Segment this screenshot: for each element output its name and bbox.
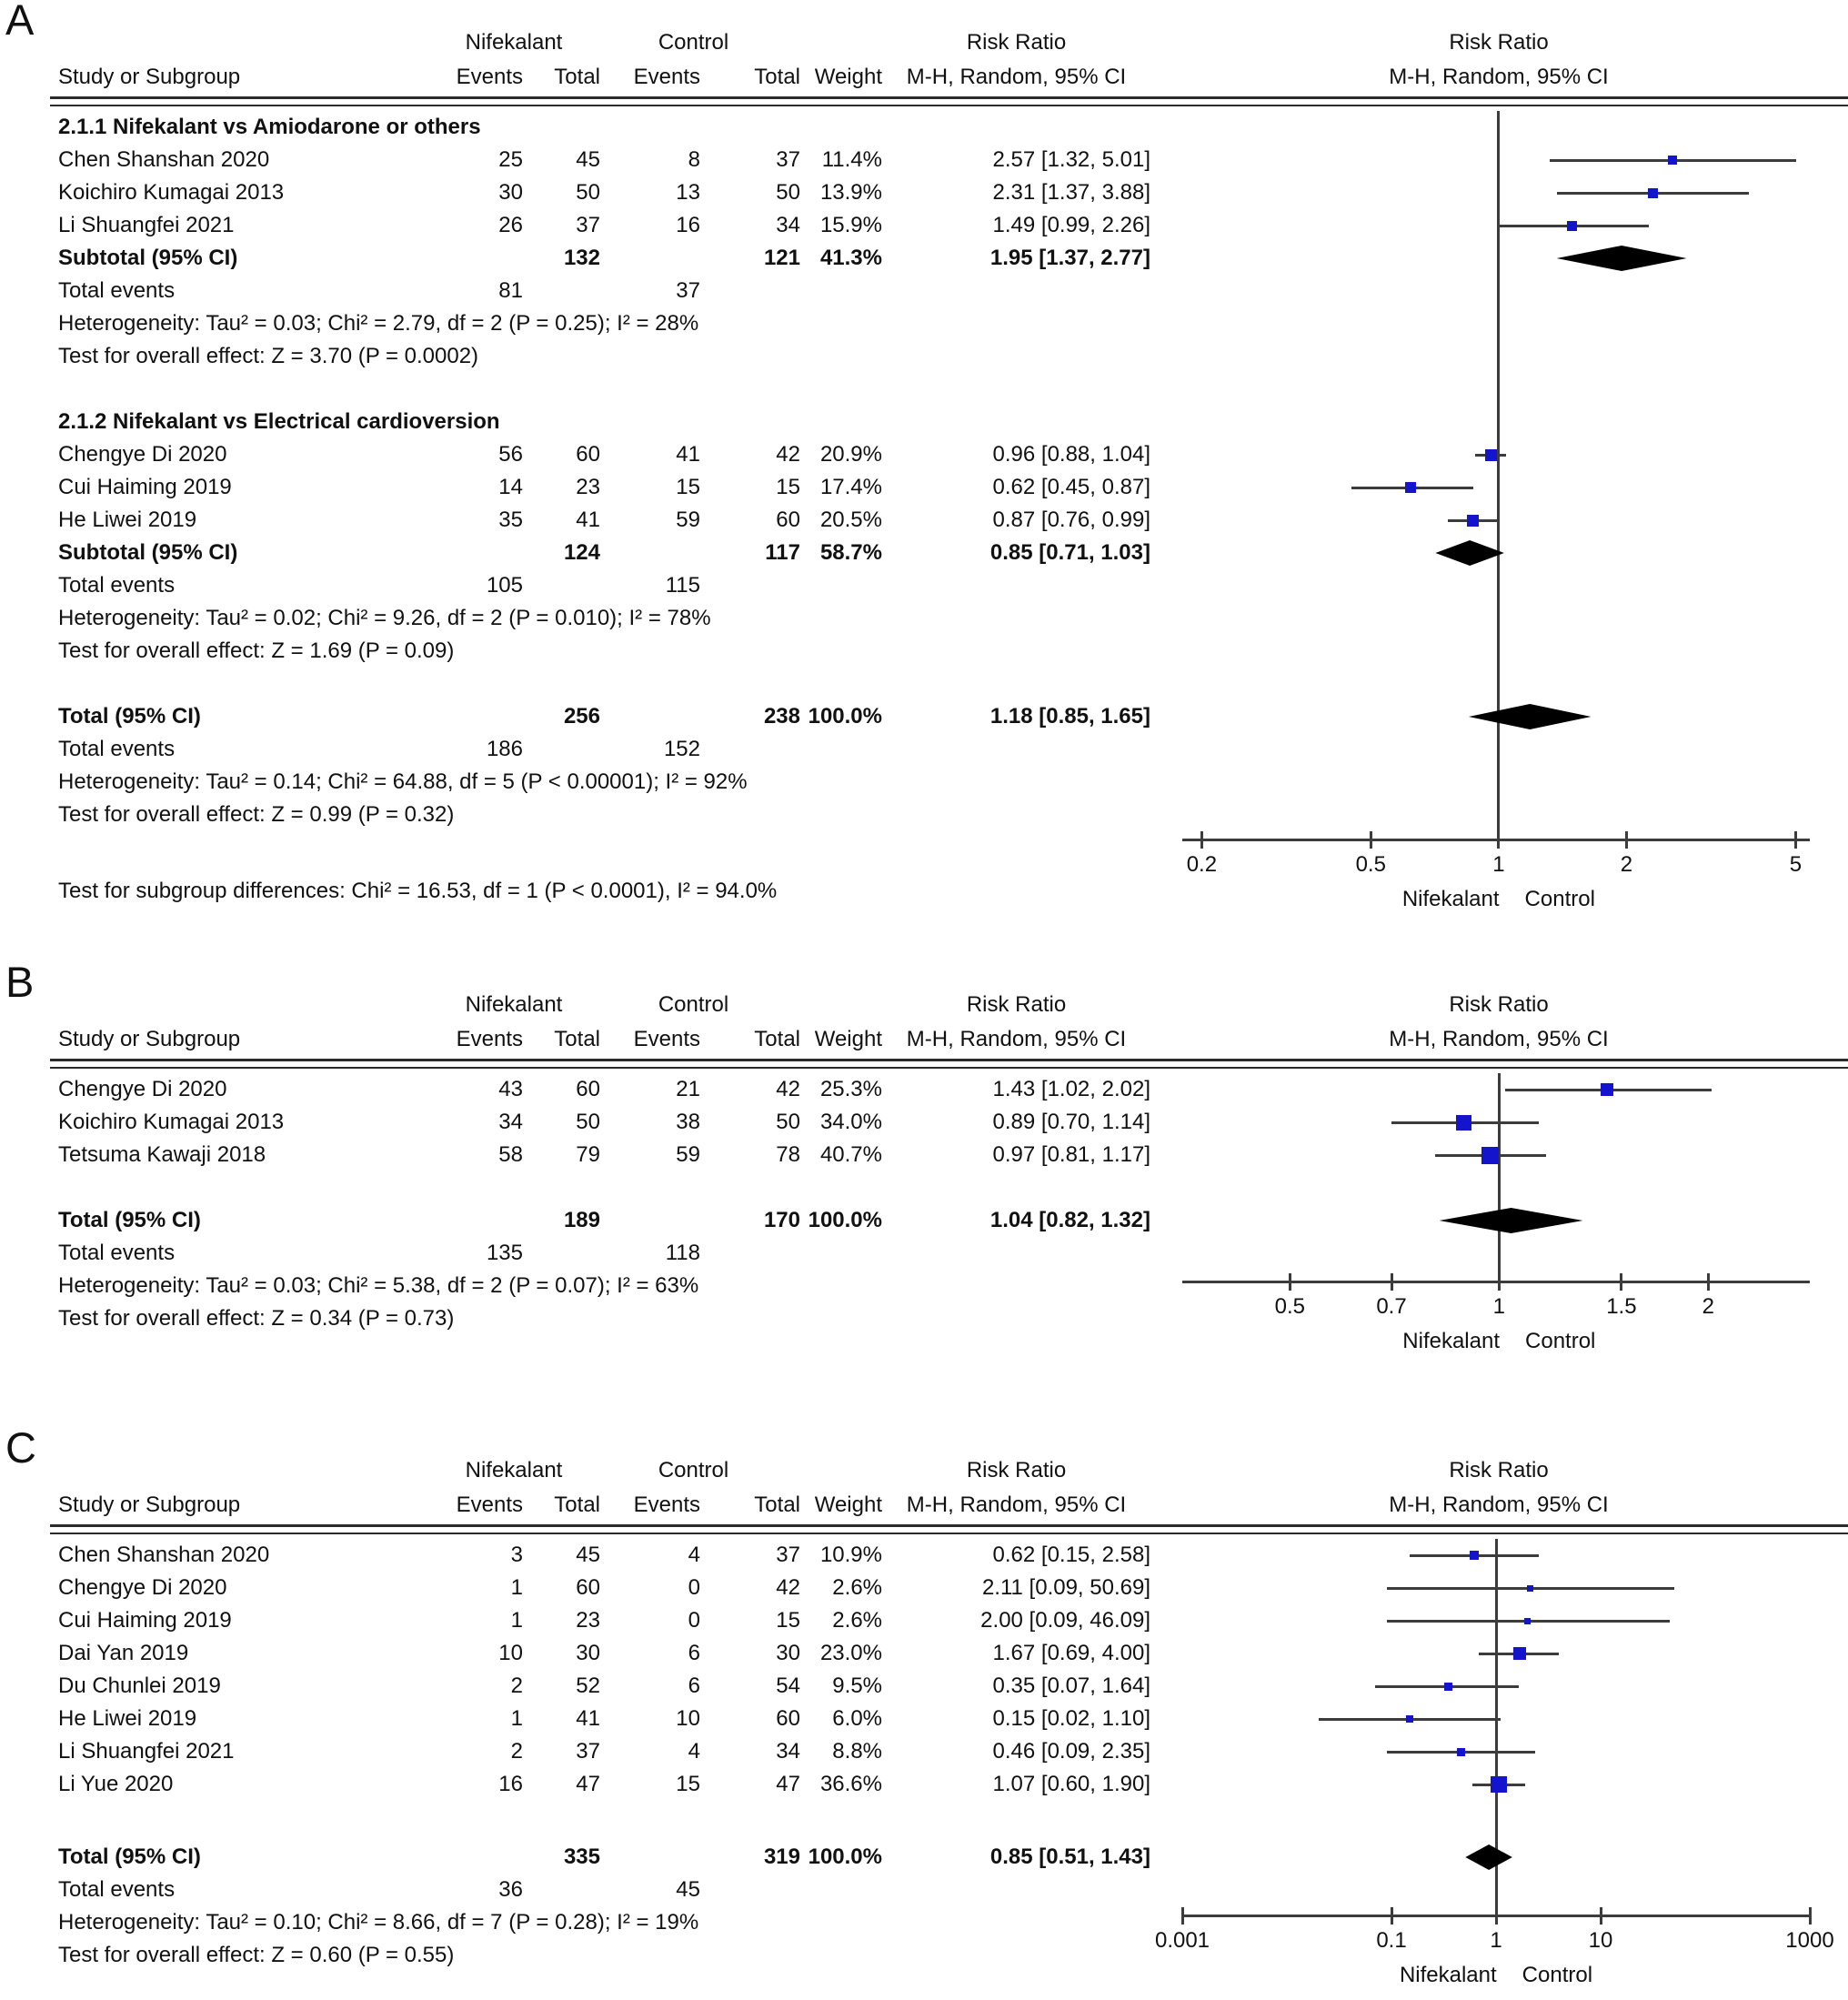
axis-tick <box>1497 831 1500 849</box>
treatment-total-header: Total <box>554 65 600 89</box>
risk-ratio-ci-value: 2.11 [0.09, 50.69] <box>981 1575 1150 1600</box>
pooled-diamond <box>1469 704 1592 729</box>
treatment-group-header: Nifekalant <box>465 992 563 1017</box>
control-total-value: 42 <box>776 1077 800 1101</box>
mh-ci-text-header: M-H, Random, 95% CI <box>906 65 1127 89</box>
effect-marker <box>1527 1585 1533 1592</box>
risk-ratio-text-header: Risk Ratio <box>966 1458 1067 1482</box>
forest-plot <box>1150 111 1848 1017</box>
treatment-total-value: 37 <box>576 1739 600 1764</box>
treatment-events-value: 43 <box>498 1077 523 1101</box>
control-events-value: 59 <box>676 508 700 532</box>
risk-ratio-ci-value: 2.31 [1.37, 3.88] <box>992 180 1150 205</box>
effect-marker <box>1481 1147 1499 1164</box>
treatment-group-header: Nifekalant <box>465 30 563 55</box>
footnote-text: Heterogeneity: Tau² = 0.02; Chi² = 9.26, df = 2 (P = 0.010); I² = 78% <box>58 606 711 630</box>
study-label: Li Shuangfei 2021 <box>58 1739 235 1764</box>
weight-value: 10.9% <box>819 1543 882 1567</box>
treatment-events-value: 1 <box>510 1706 523 1731</box>
treatment-total-value: 41 <box>576 508 600 532</box>
control-total-value: 238 <box>763 704 800 729</box>
control-events-value: 8 <box>688 147 700 172</box>
effect-marker <box>1513 1647 1526 1660</box>
footnote-text: Test for overall effect: Z = 0.34 (P = 0.73) <box>58 1306 455 1331</box>
pooled-diamond <box>1435 540 1503 566</box>
no-effect-line <box>1497 111 1500 839</box>
pooled-label: Subtotal (95% CI) <box>58 246 238 270</box>
forest-plot <box>1150 1073 1848 1444</box>
study-label: Chen Shanshan 2020 <box>58 1543 270 1567</box>
axis-tick-label: 0.5 <box>1274 1294 1306 1319</box>
control-total-value: 15 <box>776 475 800 499</box>
weight-value: 15.9% <box>819 213 882 237</box>
panel-header <box>0 1423 1848 1539</box>
risk-ratio-ci-value: 2.57 [1.32, 5.01] <box>992 147 1150 172</box>
risk-ratio-ci-value: 1.07 [0.60, 1.90] <box>992 1772 1150 1796</box>
treatment-total-value: 124 <box>563 540 600 565</box>
axis-label-control: Control <box>1524 887 1595 911</box>
weight-value: 13.9% <box>819 180 882 205</box>
effect-marker <box>1524 1618 1531 1624</box>
effect-marker <box>1467 515 1479 527</box>
axis-tick <box>1391 1907 1393 1925</box>
study-label: Li Yue 2020 <box>58 1772 174 1796</box>
footnote-text: Heterogeneity: Tau² = 0.10; Chi² = 8.66, df = 7 (P = 0.28); I² = 19% <box>58 1910 699 1935</box>
effect-marker <box>1405 482 1416 493</box>
risk-ratio-ci-value: 0.89 [0.70, 1.14] <box>992 1110 1150 1134</box>
weight-value: 34.0% <box>819 1110 882 1134</box>
footnote-text: Heterogeneity: Tau² = 0.14; Chi² = 64.88, df = 5 (P < 0.00001); I² = 92% <box>58 769 748 794</box>
weight-value: 25.3% <box>819 1077 882 1101</box>
axis-tick <box>1600 1907 1602 1925</box>
control-total-value: 60 <box>776 1706 800 1731</box>
treatment-total-value: 23 <box>576 1608 600 1633</box>
forest-panel-b <box>0 958 1848 1353</box>
risk-ratio-ci-value: 1.95 [1.37, 2.77] <box>989 246 1150 270</box>
axis-group-labels <box>1269 1962 1723 1989</box>
forest-panel-c <box>0 1423 1848 1987</box>
x-axis-line <box>1182 1281 1810 1283</box>
axis-tick <box>1625 831 1628 849</box>
axis-label-treatment: Nifekalant <box>1401 887 1500 911</box>
axis-group-labels <box>1271 886 1726 913</box>
control-events-value: 38 <box>676 1110 700 1134</box>
control-group-header: Control <box>658 30 729 55</box>
effect-marker <box>1406 1715 1413 1723</box>
risk-ratio-plot-header: Risk Ratio <box>1449 992 1549 1017</box>
x-axis-line <box>1182 839 1810 841</box>
mh-ci-plot-header: M-H, Random, 95% CI <box>1389 1027 1609 1051</box>
control-events-value: 45 <box>676 1877 700 1902</box>
treatment-events-value: 25 <box>498 147 523 172</box>
risk-ratio-text-header: Risk Ratio <box>966 30 1067 55</box>
study-label: Koichiro Kumagai 2013 <box>58 1110 285 1134</box>
control-total-value: 34 <box>776 1739 800 1764</box>
control-total-value: 121 <box>763 246 800 270</box>
header-rule <box>50 1524 1848 1534</box>
effect-marker <box>1456 1115 1471 1131</box>
control-events-value: 4 <box>688 1739 700 1764</box>
weight-value: 100.0% <box>808 1208 882 1232</box>
total-events-label: Total events <box>58 573 176 598</box>
pooled-label: Total (95% CI) <box>58 1844 201 1869</box>
treatment-events-value: 135 <box>486 1241 523 1265</box>
treatment-events-value: 58 <box>498 1142 523 1167</box>
treatment-total-value: 60 <box>576 442 600 467</box>
control-events-header: Events <box>633 1492 700 1517</box>
study-column-header: Study or Subgroup <box>58 1027 241 1051</box>
risk-ratio-ci-value: 0.35 [0.07, 1.64] <box>992 1673 1150 1698</box>
effect-marker <box>1601 1083 1613 1096</box>
study-label: Du Chunlei 2019 <box>58 1673 221 1698</box>
control-events-value: 6 <box>688 1641 700 1665</box>
study-column-header: Study or Subgroup <box>58 65 241 89</box>
effect-marker <box>1457 1748 1465 1756</box>
treatment-events-value: 26 <box>498 213 523 237</box>
weight-value: 8.8% <box>832 1739 882 1764</box>
weight-value: 41.3% <box>819 246 882 270</box>
treatment-events-value: 30 <box>498 180 523 205</box>
pooled-label: Total (95% CI) <box>58 1208 201 1232</box>
control-events-value: 0 <box>688 1608 700 1633</box>
effect-marker <box>1668 156 1677 165</box>
treatment-total-header: Total <box>554 1492 600 1517</box>
panel-letter: C <box>5 1423 36 1472</box>
control-events-header: Events <box>633 65 700 89</box>
axis-tick <box>1289 1273 1291 1291</box>
risk-ratio-text-header: Risk Ratio <box>966 992 1067 1017</box>
control-events-header: Events <box>633 1027 700 1051</box>
treatment-events-value: 36 <box>498 1877 523 1902</box>
treatment-events-value: 34 <box>498 1110 523 1134</box>
control-events-value: 0 <box>688 1575 700 1600</box>
weight-value: 58.7% <box>819 540 882 565</box>
axis-label-treatment: Nifekalant <box>1399 1963 1497 1987</box>
control-group-header: Control <box>658 1458 729 1482</box>
footnote-text: Test for overall effect: Z = 3.70 (P = 0.0002) <box>58 344 479 368</box>
weight-value: 100.0% <box>808 1844 882 1869</box>
treatment-events-value: 1 <box>510 1608 523 1633</box>
total-events-label: Total events <box>58 1241 176 1265</box>
axis-tick <box>1391 1273 1393 1291</box>
axis-label-control: Control <box>1522 1963 1593 1987</box>
control-events-value: 37 <box>676 278 700 303</box>
control-events-value: 15 <box>676 1772 700 1796</box>
weight-value: 2.6% <box>832 1575 882 1600</box>
control-total-value: 54 <box>776 1673 800 1698</box>
treatment-total-value: 60 <box>576 1575 600 1600</box>
weight-value: 20.5% <box>819 508 882 532</box>
footnote-text: Heterogeneity: Tau² = 0.03; Chi² = 5.38, df = 2 (P = 0.07); I² = 63% <box>58 1273 699 1298</box>
treatment-total-value: 45 <box>576 1543 600 1567</box>
treatment-total-value: 189 <box>563 1208 600 1232</box>
risk-ratio-ci-value: 0.46 [0.09, 2.35] <box>992 1739 1150 1764</box>
control-events-value: 6 <box>688 1673 700 1698</box>
control-total-value: 37 <box>776 147 800 172</box>
treatment-events-value: 81 <box>498 278 523 303</box>
study-label: Chengye Di 2020 <box>58 442 227 467</box>
weight-value: 23.0% <box>819 1641 882 1665</box>
control-total-value: 15 <box>776 1608 800 1633</box>
treatment-total-value: 79 <box>576 1142 600 1167</box>
control-events-value: 115 <box>665 573 700 598</box>
study-label: Cui Haiming 2019 <box>58 1608 232 1633</box>
axis-tick-label: 0.1 <box>1376 1928 1407 1953</box>
control-total-value: 170 <box>763 1208 800 1232</box>
risk-ratio-ci-value: 1.67 [0.69, 4.00] <box>992 1641 1150 1665</box>
study-label: Tetsuma Kawaji 2018 <box>58 1142 266 1167</box>
weight-header: Weight <box>814 65 882 89</box>
footnote-text: Heterogeneity: Tau² = 0.03; Chi² = 2.79, df = 2 (P = 0.25); I² = 28% <box>58 311 699 336</box>
study-label: Chengye Di 2020 <box>58 1575 227 1600</box>
study-label: Koichiro Kumagai 2013 <box>58 180 285 205</box>
effect-marker <box>1444 1683 1452 1691</box>
pooled-label: Total (95% CI) <box>58 704 201 729</box>
no-effect-line <box>1498 1073 1501 1281</box>
control-total-value: 50 <box>776 180 800 205</box>
axis-tick <box>1707 1273 1710 1291</box>
risk-ratio-ci-value: 0.85 [0.51, 1.43] <box>989 1844 1150 1869</box>
control-events-value: 4 <box>688 1543 700 1567</box>
total-events-label: Total events <box>58 737 176 761</box>
axis-tick-label: 0.001 <box>1154 1928 1210 1953</box>
control-events-value: 41 <box>676 442 700 467</box>
treatment-events-value: 56 <box>498 442 523 467</box>
treatment-total-value: 47 <box>576 1772 600 1796</box>
study-label: He Liwei 2019 <box>58 1706 197 1731</box>
control-total-value: 78 <box>776 1142 800 1167</box>
control-events-value: 118 <box>665 1241 700 1265</box>
header-rule <box>50 1059 1848 1069</box>
control-total-header: Total <box>754 65 800 89</box>
risk-ratio-ci-value: 0.62 [0.15, 2.58] <box>992 1543 1150 1567</box>
control-events-value: 16 <box>676 213 700 237</box>
control-events-value: 59 <box>676 1142 700 1167</box>
panel-header <box>0 958 1848 1073</box>
axis-tick <box>1794 831 1797 849</box>
treatment-total-value: 45 <box>576 147 600 172</box>
axis-tick <box>1200 831 1203 849</box>
weight-value: 11.4% <box>821 147 882 172</box>
total-events-label: Total events <box>58 1877 176 1902</box>
weight-value: 36.6% <box>819 1772 882 1796</box>
risk-ratio-ci-value: 0.96 [0.88, 1.04] <box>992 442 1150 467</box>
forest-plot <box>1150 1539 1848 2000</box>
treatment-total-value: 335 <box>563 1844 600 1869</box>
axis-tick-label: 1.5 <box>1606 1294 1637 1319</box>
treatment-total-value: 30 <box>576 1641 600 1665</box>
forest-panel-a <box>0 0 1848 911</box>
treatment-events-value: 2 <box>510 1739 523 1764</box>
treatment-events-value: 10 <box>498 1641 523 1665</box>
weight-header: Weight <box>814 1492 882 1517</box>
control-total-value: 30 <box>776 1641 800 1665</box>
risk-ratio-ci-value: 1.49 [0.99, 2.26] <box>992 213 1150 237</box>
weight-value: 20.9% <box>819 442 882 467</box>
pooled-label: Subtotal (95% CI) <box>58 540 238 565</box>
study-label: Li Shuangfei 2021 <box>58 213 235 237</box>
effect-marker <box>1567 221 1577 231</box>
subgroup-heading: 2.1.2 Nifekalant vs Electrical cardioversion <box>58 409 500 434</box>
control-events-value: 13 <box>676 180 700 205</box>
treatment-total-value: 37 <box>576 213 600 237</box>
footnote-text: Test for overall effect: Z = 1.69 (P = 0.09) <box>58 638 455 663</box>
treatment-group-header: Nifekalant <box>465 1458 563 1482</box>
axis-tick-label: 5 <box>1789 852 1803 877</box>
treatment-total-value: 132 <box>563 246 600 270</box>
axis-tick-label: 0.7 <box>1376 1294 1407 1319</box>
treatment-total-value: 41 <box>576 1706 600 1731</box>
risk-ratio-ci-value: 0.97 [0.81, 1.17] <box>992 1142 1150 1167</box>
treatment-events-value: 14 <box>498 475 523 499</box>
weight-value: 40.7% <box>819 1142 882 1167</box>
effect-marker <box>1470 1551 1479 1560</box>
control-total-value: 60 <box>776 508 800 532</box>
pooled-diamond <box>1465 1844 1512 1870</box>
axis-tick-label: 0.5 <box>1355 852 1386 877</box>
control-total-value: 42 <box>776 442 800 467</box>
control-events-value: 21 <box>676 1077 700 1101</box>
treatment-events-value: 1 <box>510 1575 523 1600</box>
treatment-events-header: Events <box>456 1492 523 1517</box>
control-total-value: 117 <box>765 540 800 565</box>
axis-tick <box>1495 1907 1498 1925</box>
control-events-value: 10 <box>676 1706 700 1731</box>
control-total-value: 42 <box>776 1575 800 1600</box>
control-total-header: Total <box>754 1492 800 1517</box>
axis-tick <box>1181 1907 1184 1925</box>
footnote-text: Test for overall effect: Z = 0.99 (P = 0.32) <box>58 802 455 827</box>
treatment-events-value: 2 <box>510 1673 523 1698</box>
study-label: He Liwei 2019 <box>58 508 197 532</box>
control-total-value: 50 <box>776 1110 800 1134</box>
risk-ratio-ci-value: 2.00 [0.09, 46.09] <box>980 1608 1150 1633</box>
axis-label-control: Control <box>1525 1329 1596 1353</box>
pooled-diamond <box>1557 246 1687 271</box>
control-events-value: 15 <box>676 475 700 499</box>
axis-label-treatment: Nifekalant <box>1402 1329 1501 1353</box>
axis-tick <box>1370 831 1372 849</box>
panel-letter: A <box>5 0 35 44</box>
study-label: Chen Shanshan 2020 <box>58 147 270 172</box>
mh-ci-text-header: M-H, Random, 95% CI <box>906 1027 1127 1051</box>
treatment-total-value: 50 <box>576 1110 600 1134</box>
treatment-total-value: 23 <box>576 475 600 499</box>
control-total-header: Total <box>754 1027 800 1051</box>
weight-value: 9.5% <box>832 1673 882 1698</box>
study-label: Chengye Di 2020 <box>58 1077 227 1101</box>
treatment-total-value: 256 <box>563 704 600 729</box>
control-group-header: Control <box>658 992 729 1017</box>
risk-ratio-ci-value: 0.62 [0.45, 0.87] <box>992 475 1150 499</box>
mh-ci-plot-header: M-H, Random, 95% CI <box>1389 65 1609 89</box>
treatment-total-header: Total <box>554 1027 600 1051</box>
study-label: Cui Haiming 2019 <box>58 475 232 499</box>
axis-tick-label: 2 <box>1620 852 1633 877</box>
treatment-events-header: Events <box>456 1027 523 1051</box>
panel-letter: B <box>5 958 35 1006</box>
risk-ratio-ci-value: 0.87 [0.76, 0.99] <box>992 508 1150 532</box>
mh-ci-text-header: M-H, Random, 95% CI <box>906 1492 1127 1517</box>
axis-tick-label: 1 <box>1492 1294 1506 1319</box>
weight-value: 17.4% <box>819 475 882 499</box>
risk-ratio-plot-header: Risk Ratio <box>1449 1458 1549 1482</box>
treatment-events-value: 35 <box>498 508 523 532</box>
treatment-total-value: 60 <box>576 1077 600 1101</box>
subgroup-heading: 2.1.1 Nifekalant vs Amiodarone or others <box>58 115 481 139</box>
footnote-text: Test for subgroup differences: Chi² = 16.53, df = 1 (P < 0.0001), I² = 94.0% <box>58 879 778 903</box>
treatment-events-value: 105 <box>486 573 523 598</box>
axis-tick <box>1620 1273 1622 1291</box>
risk-ratio-ci-value: 1.04 [0.82, 1.32] <box>989 1208 1150 1232</box>
axis-tick-label: 10 <box>1588 1928 1613 1953</box>
axis-tick-label: 1000 <box>1785 1928 1834 1953</box>
weight-header: Weight <box>814 1027 882 1051</box>
control-total-value: 37 <box>776 1543 800 1567</box>
axis-tick-label: 2 <box>1702 1294 1715 1319</box>
risk-ratio-plot-header: Risk Ratio <box>1449 30 1549 55</box>
control-total-value: 34 <box>776 213 800 237</box>
treatment-total-value: 52 <box>576 1673 600 1698</box>
treatment-events-value: 186 <box>486 737 523 761</box>
control-total-value: 319 <box>763 1844 800 1869</box>
control-total-value: 47 <box>776 1772 800 1796</box>
header-rule <box>50 96 1848 106</box>
footnote-text: Test for overall effect: Z = 0.60 (P = 0.55) <box>58 1943 455 1967</box>
panel-header <box>0 0 1848 111</box>
axis-tick-label: 1 <box>1490 1928 1502 1953</box>
axis-tick <box>1809 1907 1812 1925</box>
effect-marker <box>1491 1776 1507 1793</box>
study-column-header: Study or Subgroup <box>58 1492 241 1517</box>
weight-value: 2.6% <box>832 1608 882 1633</box>
risk-ratio-ci-value: 1.43 [1.02, 2.02] <box>992 1077 1150 1101</box>
effect-marker <box>1485 449 1497 461</box>
treatment-events-header: Events <box>456 65 523 89</box>
axis-tick-label: 0.2 <box>1186 852 1218 877</box>
weight-value: 6.0% <box>832 1706 882 1731</box>
risk-ratio-ci-value: 0.15 [0.02, 1.10] <box>992 1706 1150 1731</box>
total-events-label: Total events <box>58 278 176 303</box>
study-label: Dai Yan 2019 <box>58 1641 189 1665</box>
treatment-events-value: 3 <box>510 1543 523 1567</box>
treatment-total-value: 50 <box>576 180 600 205</box>
mh-ci-plot-header: M-H, Random, 95% CI <box>1389 1492 1609 1517</box>
risk-ratio-ci-value: 1.18 [0.85, 1.65] <box>989 704 1150 729</box>
weight-value: 100.0% <box>808 704 882 729</box>
effect-marker <box>1648 188 1658 198</box>
control-events-value: 152 <box>663 737 700 761</box>
risk-ratio-ci-value: 0.85 [0.71, 1.03] <box>989 540 1150 565</box>
treatment-events-value: 16 <box>498 1772 523 1796</box>
axis-tick-label: 1 <box>1492 852 1505 877</box>
axis-group-labels <box>1271 1328 1726 1355</box>
pooled-diamond <box>1440 1208 1583 1233</box>
axis-tick <box>1498 1273 1501 1291</box>
